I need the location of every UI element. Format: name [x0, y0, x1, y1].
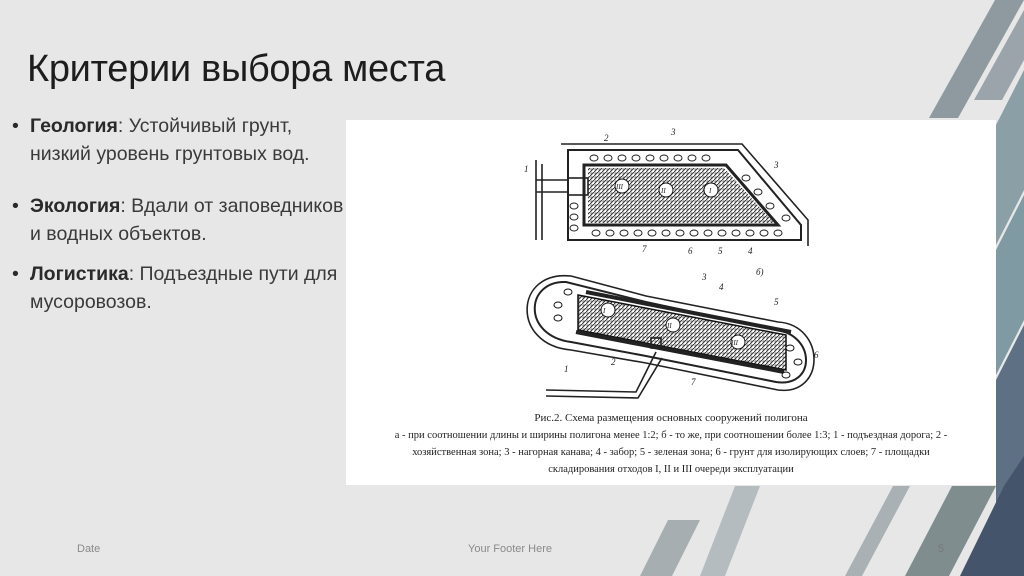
bullet-ecology [12, 192, 347, 248]
slide-number: 5 [938, 543, 945, 555]
bullet-dot: • [12, 195, 19, 217]
svg-text:4: 4 [719, 282, 724, 292]
bullet-list [12, 112, 347, 316]
caption-title: Рис.2. Схема размещения основных сооружений полигона [534, 412, 808, 424]
bullet-ecology-term: Экология [30, 195, 121, 217]
footer-date: Date [77, 543, 101, 555]
svg-text:7: 7 [691, 377, 696, 387]
bullet-geology-term: Геология [30, 115, 118, 137]
svg-text:4: 4 [748, 246, 753, 256]
svg-text:II: II [667, 322, 672, 330]
svg-text:3: 3 [774, 160, 779, 170]
svg-text:6: 6 [814, 350, 819, 360]
landfill-diagram-image [346, 120, 996, 485]
footer-text: Your Footer Here [468, 543, 552, 555]
slide-title: Критерии выбора места [27, 48, 446, 90]
svg-text:I: I [603, 307, 606, 315]
bullet-dot: • [12, 263, 19, 285]
bullet-logistics-text: : Подъездные пути для мусоровозов. [30, 263, 338, 313]
svg-text:I: I [709, 187, 712, 195]
bullet-geology [12, 112, 347, 168]
caption-line-1: а - при соотношении длины и ширины полигона менее 1:2; б - то же, при соотношении более 1:3; 1 - подъездная дорога; 2 - [394, 430, 948, 441]
caption-line-3: складирования отходов I, II и III очереди эксплуатации [548, 464, 794, 475]
svg-text:7: 7 [642, 244, 647, 254]
svg-text:6: 6 [688, 246, 693, 256]
bullet-dot: • [12, 115, 19, 137]
svg-text:2: 2 [604, 133, 609, 143]
svg-text:3: 3 [702, 272, 707, 282]
caption-line-2: хозяйственная зона; 3 - нагорная канава; 4 - забор; 5 - зеленая зона; 6 - грунт для изолирующих слоев; 7 - площадки [412, 447, 930, 458]
bullet-logistics [12, 260, 347, 316]
svg-text:б): б) [756, 267, 764, 277]
svg-text:II: II [661, 187, 666, 195]
svg-text:3: 3 [671, 127, 676, 137]
bullet-logistics-term: Логистика [30, 263, 129, 285]
svg-text:5: 5 [718, 246, 723, 256]
svg-text:1: 1 [564, 364, 569, 374]
svg-text:III: III [616, 183, 623, 191]
svg-text:5: 5 [774, 297, 779, 307]
landfill-scheme-drawing [346, 120, 996, 410]
figure-caption [346, 410, 996, 478]
bullet-ecology-text: : Вдали от заповедников и водных объектов. [30, 195, 344, 245]
bullet-geology-text: : Устойчивый грунт, низкий уровень грунтовых вод. [30, 115, 310, 165]
svg-text:2: 2 [611, 357, 616, 367]
svg-text:1: 1 [524, 164, 529, 174]
svg-text:III: III [731, 339, 738, 347]
